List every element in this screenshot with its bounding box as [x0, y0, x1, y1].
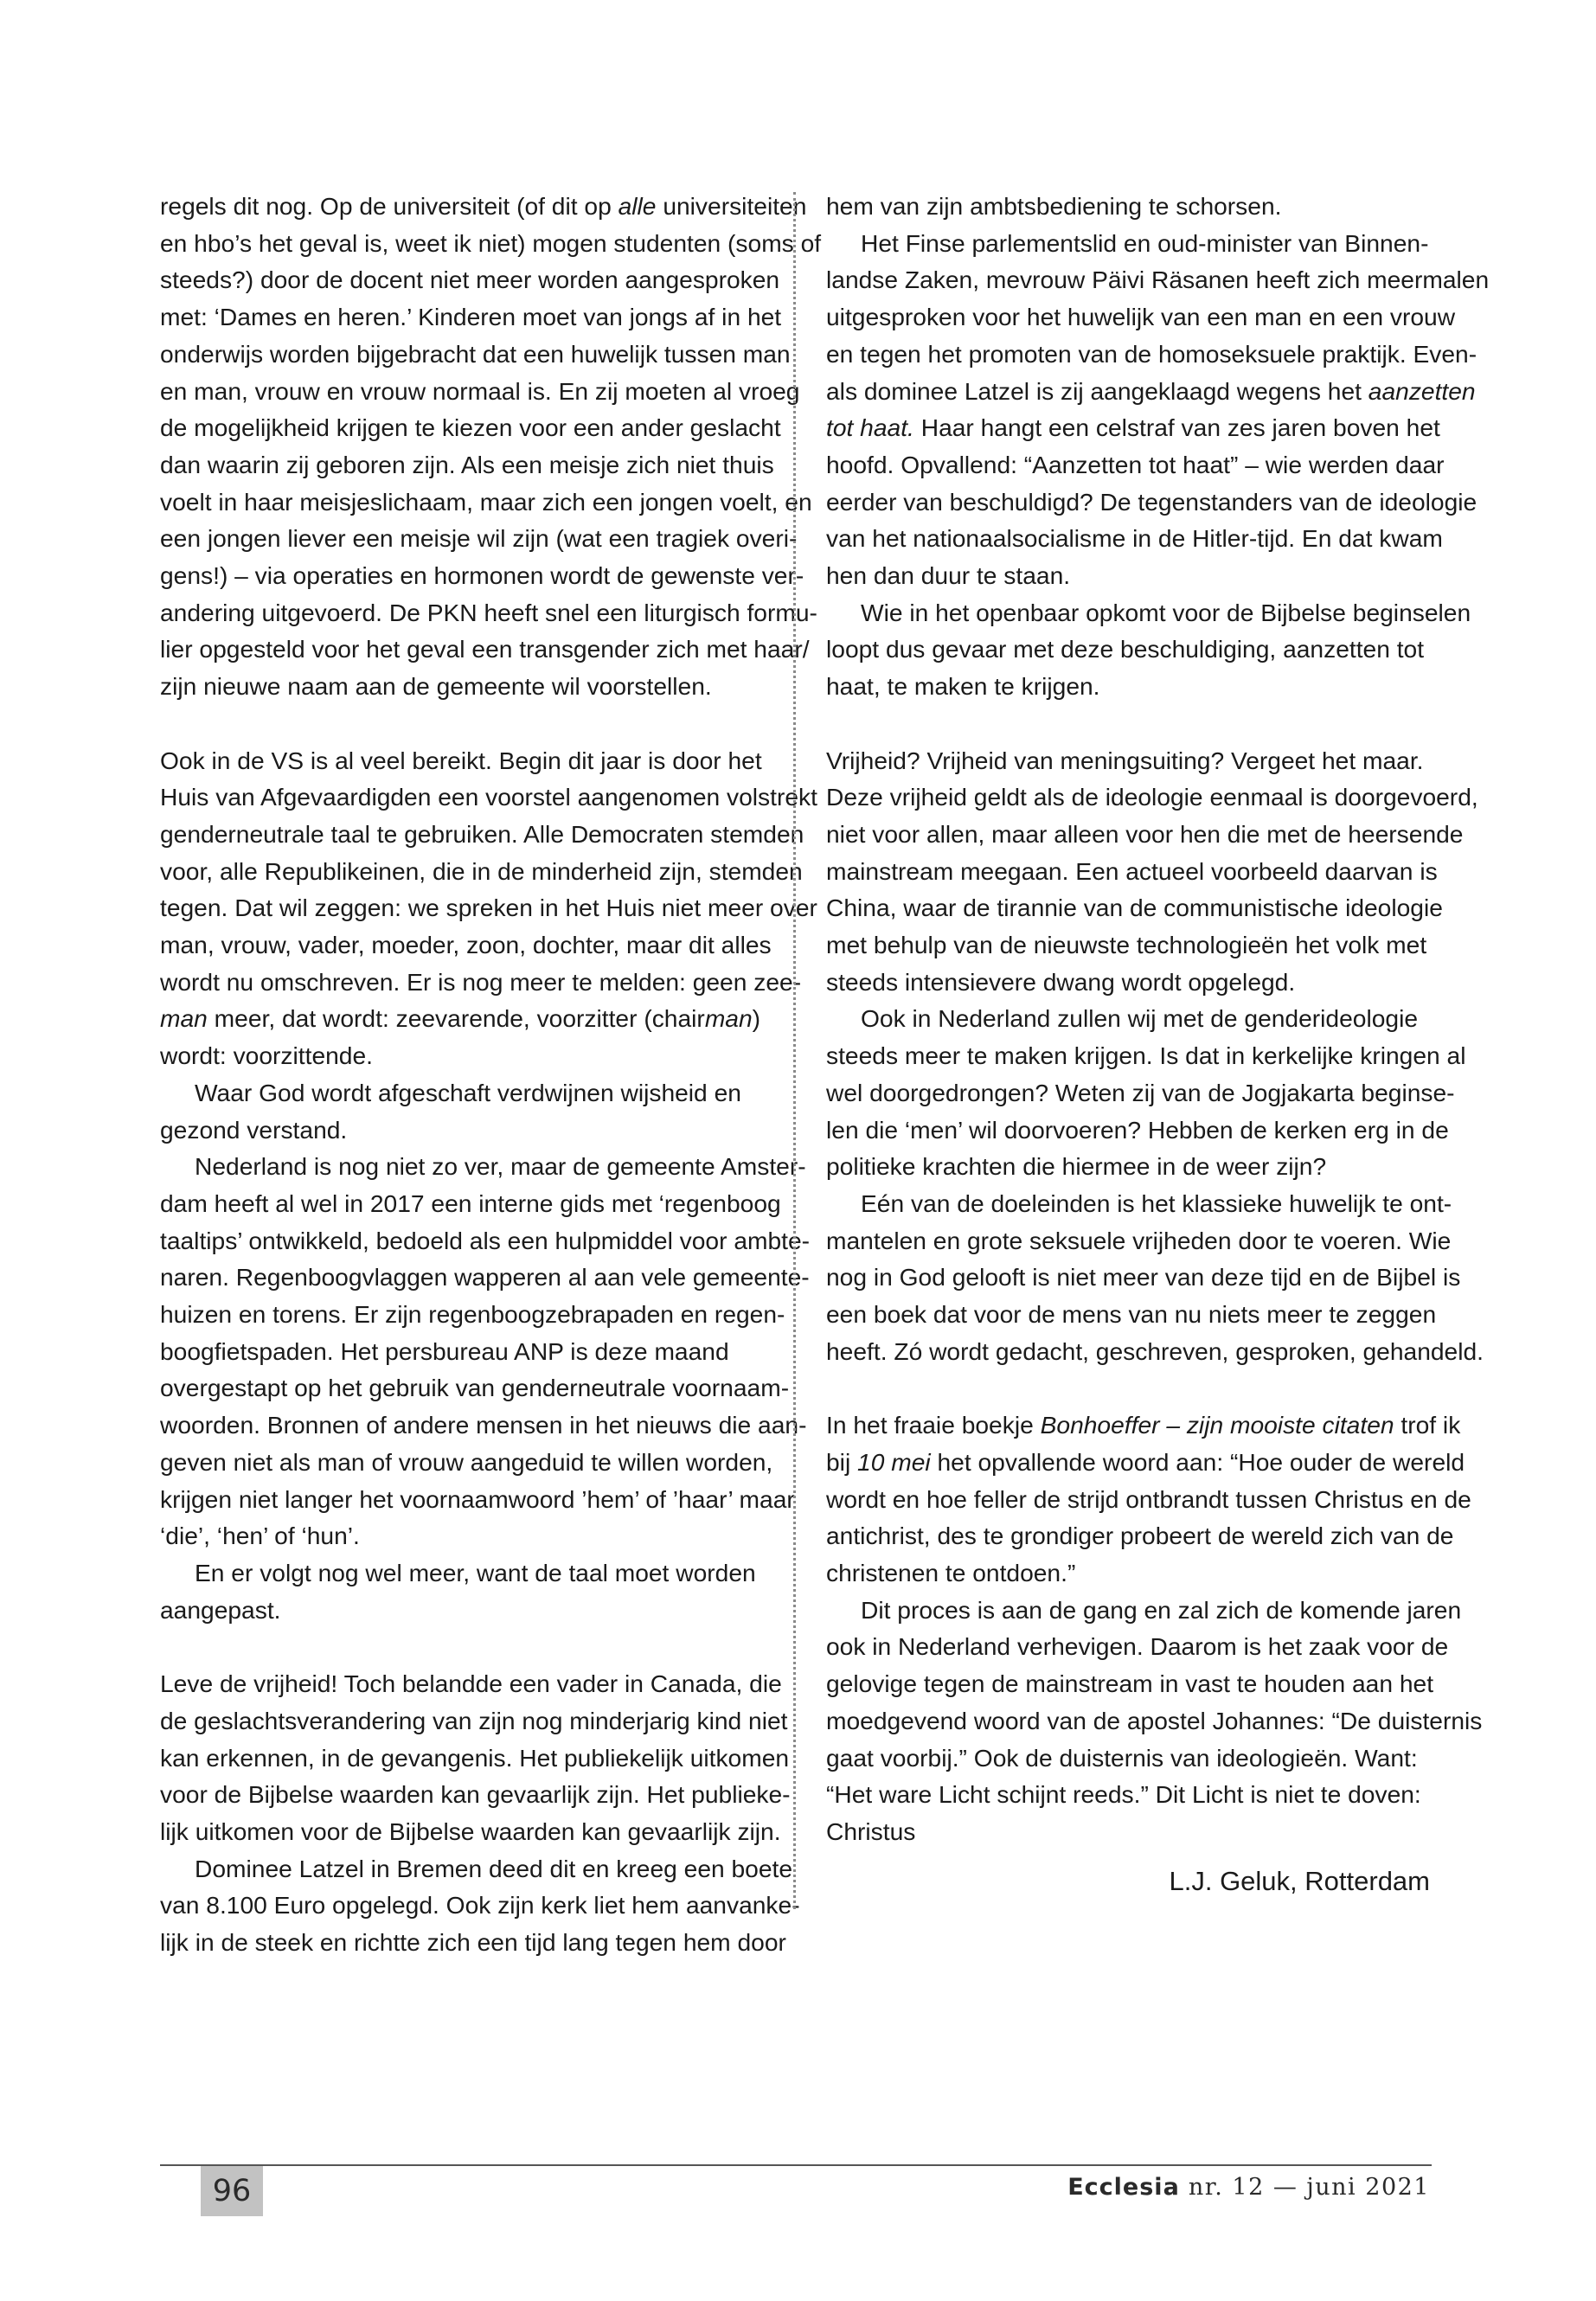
text-line: de mogelijkheid krijgen te kiezen voor een ander geslacht — [160, 413, 781, 442]
text-line: geven niet als man of vrouw aangeduid te willen worden, — [160, 1447, 773, 1476]
text-line: steeds?) door de docent niet meer worden aangesproken — [160, 266, 780, 294]
paragraph — [826, 1000, 1466, 1185]
text-line: steeds meer te maken krijgen. Is dat in kerkelijke kringen al — [826, 1042, 1466, 1070]
text-line: Deze vrijheid geldt als de ideologie eenmaal is doorgevoerd, — [826, 783, 1478, 811]
text-line: haat, te maken te krijgen. — [826, 672, 1100, 701]
text-line: lier opgesteld voor het geval een transgender zich met haar/ — [160, 635, 810, 663]
text-line: gens!) – via operaties en hormonen wordt de gewenste ver- — [160, 561, 804, 590]
text-line: En er volgt nog wel meer, want de taal moet worden — [195, 1559, 756, 1586]
text-line: zijn nieuwe naam aan de gemeente wil voorstellen. — [160, 672, 712, 701]
text-line: met: ‘Dames en heren.’ Kinderen moet van jongs af in het — [160, 303, 782, 331]
text-line: Eén van de doeleinden is het klassieke huwelijk te ont- — [861, 1189, 1452, 1217]
paragraph-gap — [160, 705, 766, 742]
text-line: Vrijheid? Vrijheid van meningsuiting? Vergeet het maar. — [826, 746, 1424, 774]
emphasis: aanzetten — [1368, 376, 1476, 405]
text-line: man, vrouw, vader, moeder, zoon, dochter, maar dit alles — [160, 931, 772, 959]
text-line: voor, alle Republikeinen, die in de minderheid zijn, stemden — [160, 856, 803, 885]
paragraph — [826, 1592, 1483, 1850]
text-line: politieke krachten die hiermee in de weer zijn? — [826, 1152, 1327, 1181]
text-line: wordt nu omschreven. Er is nog meer te melden: geen zee- — [160, 967, 802, 996]
text-line: christenen te ontdoen.” — [826, 1558, 1076, 1586]
text-line: gezond verstand. — [160, 1115, 348, 1144]
text-line: Waar God wordt afgeschaft verdwijnen wijsheid en — [195, 1078, 741, 1106]
text-line: genderneutrale taal te gebruiken. Alle Democraten stemden — [160, 819, 804, 848]
text-line: gaat voorbij.” Ook de duisternis van ideologieën. Want: — [826, 1743, 1418, 1772]
paragraph — [826, 225, 1490, 594]
text-line: heeft. Zó wordt gedacht, geschreven, gesproken, gehandeld. — [826, 1336, 1484, 1365]
column-divider — [793, 192, 796, 1909]
text-line: dan waarin zij geboren zijn. Als een meisje zich niet thuis — [160, 450, 774, 478]
emphasis: 10 mei — [857, 1447, 931, 1476]
paragraph-gap — [826, 705, 1432, 742]
text-line: len die ‘men’ wil doorvoeren? Hebben de kerken erg in de — [826, 1115, 1449, 1144]
emphasis: man — [704, 1004, 753, 1033]
text-line: lijk uitkomen voor de Bijbelse waarden kan gevaarlijk zijn. — [160, 1817, 781, 1845]
text-line: hen dan duur te staan. — [826, 561, 1071, 590]
emphasis: alle — [618, 192, 657, 220]
text-line: Christus — [826, 1817, 916, 1845]
paragraph — [826, 188, 1432, 225]
text-line: huizen en torens. Er zijn regenboogzebrapaden en regen- — [160, 1300, 785, 1329]
text-line: “Het ware Licht schijnt reeds.” Dit Licht is niet te doven: — [826, 1780, 1421, 1809]
text-line: andering uitgevoerd. De PKN heeft snel een liturgisch formu- — [160, 598, 817, 626]
text-line: man meer, dat wordt: zeevarende, voorzitter (chairman) — [160, 1004, 761, 1033]
text-line: een jongen liever een meisje wil zijn (wat een tragiek overi- — [160, 524, 798, 553]
text-line: moedgevend woord van de apostel Johannes: “De duisternis — [826, 1706, 1483, 1734]
text-line: ‘die’, ‘hen’ of ‘hun’. — [160, 1522, 360, 1550]
emphasis: Bonhoeffer – zijn mooiste citaten — [1040, 1411, 1394, 1439]
right-column — [826, 188, 1490, 1850]
text-line: Dit proces is aan de gang en zal zich de komende jaren — [861, 1595, 1462, 1624]
text-line: onderwijs worden bijgebracht dat een huwelijk tussen man — [160, 339, 791, 368]
left-column — [160, 188, 822, 1961]
text-line: In het fraaie boekje Bonhoeffer – zijn mooiste citaten trof ik — [826, 1411, 1461, 1439]
paragraph — [160, 1554, 766, 1628]
text-line: aangepast. — [160, 1595, 281, 1624]
text-line: van 8.100 Euro opgelegd. Ook zijn kerk liet hem aanvanke- — [160, 1891, 800, 1920]
issue-label: nr. 12 — juni 2021 — [1188, 2174, 1430, 2201]
footer-rule — [160, 2164, 1432, 2166]
paragraph-gap — [160, 1628, 766, 1665]
text-line: nog in God gelooft is niet meer van deze tijd en de Bijbel is — [826, 1263, 1461, 1292]
emphasis: man — [160, 1004, 208, 1033]
text-line: overgestapt op het gebruik van genderneutrale voornaam- — [160, 1374, 790, 1402]
text-line: boogfietspaden. Het persbureau ANP is deze maand — [160, 1336, 729, 1365]
text-line: voelt in haar meisjeslichaam, maar zich een jongen voelt, en — [160, 487, 812, 516]
text-line: van het nationaalsocialisme in de Hitler-tijd. En dat kwam — [826, 524, 1443, 553]
text-line: wordt en hoe feller de strijd ontbrandt tussen Christus en de — [826, 1484, 1471, 1513]
text-line: kan erkennen, in de gevangenis. Het publiekelijk uitkomen — [160, 1743, 790, 1772]
journal-name: Ecclesia — [1067, 2174, 1180, 2201]
text-line: hoofd. Opvallend: “Aanzetten tot haat” – wie werden daar — [826, 450, 1445, 478]
text-line: lijk in de steek en richtte zich een tijd lang tegen hem door — [160, 1928, 786, 1957]
paragraph — [826, 594, 1471, 705]
text-line: niet voor allen, maar alleen voor hen die met de heersende — [826, 819, 1464, 848]
text-line: landse Zaken, mevrouw Päivi Räsanen heeft zich meermalen — [826, 266, 1490, 294]
text-line: Ook in de VS is al veel bereikt. Begin dit jaar is door het — [160, 746, 762, 774]
text-line: hem van zijn ambtsbediening te schorsen. — [826, 192, 1282, 220]
text-line: Dominee Latzel in Bremen deed dit en kreeg een boete — [195, 1854, 793, 1882]
text-line: China, waar de tirannie van de communistische ideologie — [826, 894, 1443, 922]
paragraph — [826, 1185, 1484, 1370]
text-line: mantelen en grote seksuele vrijheden door te voeren. Wie — [826, 1226, 1452, 1254]
text-line: Nederland is nog niet zo ver, maar de gemeente Amster- — [195, 1152, 806, 1181]
text-line: een boek dat voor de mens van nu niets meer te zeggen — [826, 1300, 1437, 1329]
journal-issue — [1067, 2174, 1430, 2201]
text-line: dam heeft al wel in 2017 een interne gids met ‘regenboog — [160, 1189, 781, 1217]
text-line: taaltips’ ontwikkeld, bedoeld als een hulpmiddel voor ambte- — [160, 1226, 811, 1254]
text-line: antichrist, des te grondiger probeert de wereld zich van de — [826, 1522, 1454, 1550]
text-line: eerder van beschuldigd? De tegenstanders van de ideologie — [826, 487, 1477, 516]
text-line: en hbo’s het geval is, weet ik niet) mogen studenten (soms of — [160, 228, 822, 257]
text-line: Leve de vrijheid! Toch belandde een vader in Canada, die — [160, 1670, 782, 1698]
text-line: met behulp van de nieuwste technologieën het volk met — [826, 931, 1427, 959]
text-line: Ook in Nederland zullen wij met de genderideologie — [861, 1004, 1419, 1033]
text-line: bij 10 mei het opvallende woord aan: “Hoe ouder de wereld — [826, 1447, 1465, 1476]
text-line: regels dit nog. Op de universiteit (of dit op alle universiteiten — [160, 192, 807, 220]
text-line: en man, vrouw en vrouw normaal is. En zij moeten al vroeg — [160, 376, 800, 405]
text-line: krijgen niet langer het voornaamwoord ’hem’ of ’haar’ maar — [160, 1484, 795, 1513]
text-line: loopt dus gevaar met deze beschuldiging, aanzetten tot — [826, 635, 1425, 663]
paragraph — [160, 1665, 791, 1850]
paragraph — [160, 1148, 811, 1554]
text-line: tot haat. Haar hangt een celstraf van zes jaren boven het — [826, 413, 1440, 442]
page-number: 96 — [201, 2166, 263, 2216]
text-line: uitgesproken voor het huwelijk van een man en een vrouw — [826, 303, 1456, 331]
text-line: tegen. Dat wil zeggen: we spreken in het Huis niet meer over — [160, 894, 817, 922]
text-line: Het Finse parlementslid en oud-minister van Binnen- — [861, 228, 1429, 257]
author-signature: L.J. Geluk, Rotterdam — [1169, 1866, 1430, 1896]
text-line: de geslachtsverandering van zijn nog minderjarig kind niet — [160, 1706, 788, 1734]
emphasis: tot haat. — [826, 413, 914, 442]
text-line: wordt: voorzittende. — [160, 1042, 373, 1070]
text-line: wel doorgedrongen? Weten zij van de Jogjakarta beginse- — [826, 1078, 1455, 1106]
paragraph — [160, 742, 817, 1074]
text-line: woorden. Bronnen of andere mensen in het nieuws die aan- — [160, 1411, 807, 1439]
text-line: Wie in het openbaar opkomt voor de Bijbelse beginselen — [861, 598, 1471, 626]
paragraph — [160, 188, 822, 705]
paragraph — [826, 742, 1478, 1001]
text-line: voor de Bijbelse waarden kan gevaarlijk zijn. Het publieke- — [160, 1780, 791, 1809]
text-line: Huis van Afgevaardigden een voorstel aangenomen volstrekt — [160, 783, 817, 811]
text-line: gelovige tegen de mainstream in vast te houden aan het — [826, 1670, 1434, 1698]
paragraph-gap — [826, 1369, 1432, 1407]
paragraph — [160, 1850, 800, 1961]
text-line: als dominee Latzel is zij aangeklaagd wegens het aanzetten — [826, 376, 1476, 405]
text-line: naren. Regenboogvlaggen wapperen al aan vele gemeente- — [160, 1263, 810, 1292]
text-line: steeds intensievere dwang wordt opgelegd. — [826, 967, 1296, 996]
text-line: ook in Nederland verhevigen. Daarom is het zaak voor de — [826, 1632, 1449, 1661]
text-line: mainstream meegaan. Een actueel voorbeeld daarvan is — [826, 856, 1438, 885]
paragraph — [826, 1407, 1471, 1592]
text-line: en tegen het promoten van de homoseksuele praktijk. Even- — [826, 339, 1477, 368]
paragraph — [160, 1074, 766, 1148]
